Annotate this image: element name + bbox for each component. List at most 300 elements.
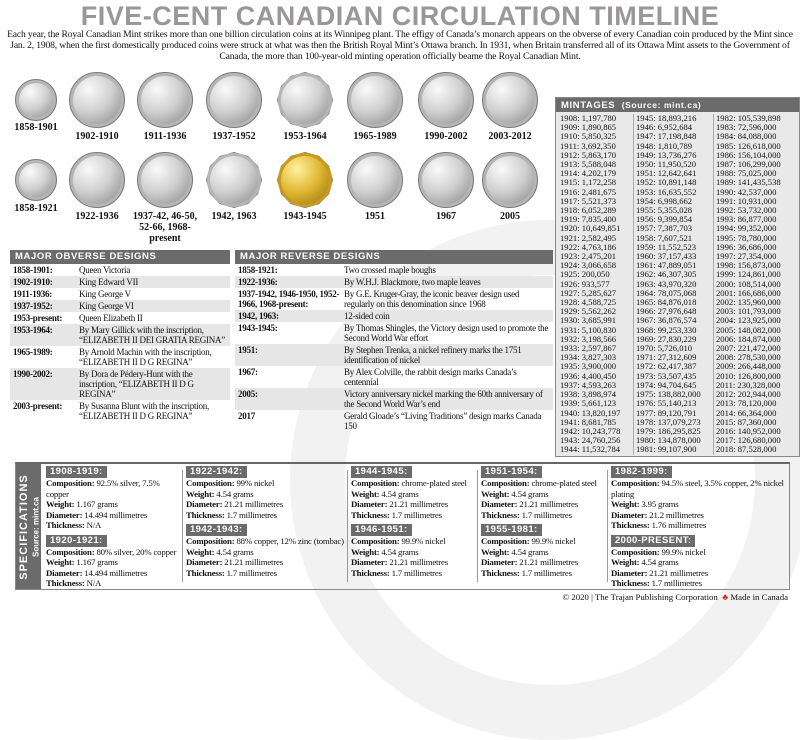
- spec-value: 1.167 grams: [76, 557, 118, 567]
- obverse-designs-table: [10, 250, 230, 422]
- spec-label: Composition:: [186, 478, 235, 488]
- design-row: [235, 310, 553, 322]
- spec-value: 4.54 grams: [381, 546, 419, 557]
- design-description: Queen Elizabeth II: [79, 313, 143, 323]
- spec-value: 14.494 millimetres: [84, 567, 148, 578]
- spec-value: 1.7 millimetres: [391, 567, 442, 578]
- design-description: 12-sided coin: [344, 311, 390, 321]
- design-description: By Arnold Machin with the inscription, “ELIZABETH II D G REGINA”: [79, 347, 212, 367]
- mintage-entry: 1973: 53,507,435: [636, 370, 697, 381]
- design-row: [235, 288, 553, 310]
- coin-image: [15, 159, 57, 201]
- design-period: 1858-1921:: [238, 265, 278, 275]
- spec-period: 1944-1945:: [351, 466, 412, 478]
- spec-composition: [481, 536, 605, 547]
- spec-thickness: [481, 568, 605, 579]
- mintage-entry: 1931: 5,100,830: [560, 324, 617, 335]
- mintage-entry: 1944: 11,532,784: [560, 444, 621, 455]
- mintage-entry: 1948: 1,810,789: [636, 140, 693, 151]
- mintage-entry: 1913: 5,588,048: [560, 159, 617, 170]
- spec-composition: [46, 478, 180, 499]
- design-period: 1965-1989:: [13, 347, 53, 357]
- spec-value: 99% nickel: [236, 478, 275, 488]
- mintage-entry: 1918: 6,052,289: [560, 205, 617, 216]
- mintage-entry: 1954: 6,998,662: [636, 195, 693, 206]
- mintage-entry: 1994: 99,352,000: [716, 223, 777, 234]
- spec-period: 1955-1981:: [481, 524, 542, 536]
- column-divider: [477, 470, 478, 582]
- coin-label: 1911-1936: [143, 131, 187, 142]
- column-divider: [607, 470, 608, 582]
- spec-label: Composition:: [46, 546, 95, 557]
- design-row: [235, 410, 553, 432]
- spec-thickness: [46, 520, 180, 531]
- spec-column: [186, 466, 344, 582]
- spec-label: Composition:: [186, 536, 235, 546]
- column-divider: [347, 470, 348, 582]
- design-description: King Edward VII: [79, 277, 139, 287]
- mintage-entry: 1991: 10,931,000: [716, 195, 777, 206]
- mintage-entry: 1914: 4,202,179: [560, 168, 617, 179]
- spec-diameter: [611, 568, 787, 579]
- mintage-entry: 1984: 84,088,000: [716, 131, 777, 142]
- mintage-entry: 1953: 16,635,552: [636, 186, 697, 197]
- spec-value: 3.95 grams: [641, 499, 679, 509]
- coin-label: 1902-1910: [75, 131, 119, 142]
- coin-label: 1942, 1963: [211, 211, 257, 222]
- spec-column: [351, 466, 475, 582]
- mintage-entry: 2018: 87,528,000: [716, 444, 777, 455]
- mintage-entry: 1915: 1,172,258: [560, 177, 617, 188]
- mintage-entry: 1949: 13,736,276: [636, 149, 697, 160]
- spec-label: Thickness:: [351, 509, 390, 520]
- spec-value: N/A: [86, 520, 102, 530]
- spec-block: [46, 535, 180, 589]
- mintage-entry: 1956: 9,399,854: [636, 214, 693, 225]
- spec-label: Thickness:: [186, 509, 225, 520]
- spec-value: 1.7 millimetres: [226, 567, 277, 578]
- mintage-column: [558, 114, 634, 455]
- mintage-entry: 2009: 266,448,000: [716, 361, 781, 372]
- mintage-entry: 2003: 101,793,000: [716, 306, 781, 317]
- spec-label: Weight:: [46, 499, 75, 509]
- design-description: By Mary Gillick with the inscription, “ELIZABETH II DEI GRATIA REGINA”: [79, 325, 225, 345]
- mintage-entry: 1920: 10,649,851: [560, 223, 621, 234]
- mintage-entry: 1966: 27,976,648: [636, 306, 697, 317]
- mintage-entry: 1980: 134,878,000: [636, 435, 701, 446]
- spec-thickness: [46, 578, 180, 589]
- page-title: FIVE-CENT CANADIAN CIRCULATION TIMELINE: [80, 1, 720, 31]
- spec-value: 4.54 grams: [641, 557, 679, 567]
- mintage-entry: 1942: 10,243,778: [560, 425, 621, 436]
- coin-image: [277, 72, 333, 128]
- spec-composition: [186, 478, 344, 489]
- spec-label: Thickness:: [611, 520, 650, 530]
- mintage-entry: 1919: 7,835,400: [560, 214, 617, 225]
- mintage-entry: 1933: 2,597,867: [560, 343, 617, 354]
- mintage-entry: 1945: 18,893,216: [636, 113, 697, 123]
- design-period: 1911-1936:: [13, 289, 52, 299]
- mintage-entry: 1943: 24,760,256: [560, 435, 621, 446]
- spec-value: 1.7 millimetres: [391, 509, 442, 520]
- spec-label: Composition:: [481, 478, 530, 488]
- mintage-entry: 1917: 5,521,373: [560, 195, 617, 206]
- mintage-entry: 1978: 137,079,273: [636, 416, 701, 427]
- spec-value: 1.7 millimetres: [521, 509, 572, 520]
- spec-period: 1908-1919:: [46, 466, 107, 478]
- spec-value: 21.21 millimetres: [224, 499, 283, 509]
- spec-weight: [46, 499, 180, 510]
- maple-leaf-icon: ♣: [722, 592, 729, 602]
- coin-label: 2003-2012: [488, 131, 532, 142]
- spec-column: [46, 466, 180, 593]
- spec-period: 1946-1951:: [351, 524, 412, 536]
- design-period: 2005:: [238, 389, 258, 399]
- spec-label: Weight:: [351, 488, 380, 499]
- spec-label: Thickness:: [46, 578, 85, 588]
- mintage-entry: 1958: 7,607,521: [636, 232, 693, 243]
- spec-label: Weight:: [481, 488, 510, 499]
- spec-label: Weight:: [46, 557, 75, 567]
- column-divider: [182, 470, 183, 582]
- design-row: [235, 322, 553, 344]
- spec-label: Diameter:: [186, 557, 223, 567]
- mintage-entry: 1957: 7,387,703: [636, 223, 693, 234]
- mintage-entry: 2014: 66,364,000: [716, 407, 777, 418]
- spec-block: [481, 466, 605, 520]
- spec-value: 4.54 grams: [216, 488, 254, 499]
- spec-label: Composition:: [611, 478, 660, 488]
- spec-period: 1951-1954:: [481, 466, 542, 478]
- mintage-entry: 1930: 3,685,991: [560, 315, 617, 326]
- mintage-entry: 1970: 5,726,010: [636, 343, 693, 354]
- mintage-entry: 2013: 78,120,000: [716, 398, 777, 409]
- spec-period: 1982-1999:: [611, 466, 672, 478]
- mintage-entry: 1995: 78,780,000: [716, 232, 777, 243]
- mintage-entry: 2015: 87,360,000: [716, 416, 777, 427]
- mintage-entry: 1967: 36,876,574: [636, 315, 697, 326]
- design-description: By Alex Colville, the rabbit design marks Canada’s centennial: [344, 367, 517, 387]
- spec-weight: [186, 547, 344, 558]
- mintage-entry: 1926: 933,577: [560, 278, 610, 289]
- spec-label: Diameter:: [481, 557, 518, 567]
- design-period: 1951:: [238, 345, 258, 355]
- mintage-entry: 1935: 3,900,000: [560, 361, 617, 372]
- coin-label: 2005: [500, 211, 520, 222]
- spec-diameter: [46, 568, 180, 579]
- spec-value: 99.9% nickel: [661, 546, 706, 557]
- mintage-entry: 2001: 166,686,000: [716, 287, 781, 298]
- spec-label: Diameter:: [481, 499, 518, 509]
- design-row: [235, 264, 553, 276]
- design-description: By Thomas Shingles, the Victory design used to promote the Second World War effort: [344, 323, 549, 343]
- spec-value: chrome-plated steel: [531, 478, 597, 488]
- mintage-entry: 1938: 3,898,974: [560, 389, 617, 400]
- spec-composition: [611, 547, 787, 558]
- design-row: [10, 324, 230, 346]
- mintages-title: MINTAGES: [561, 100, 616, 111]
- mintage-entry: 1951: 12,642,641: [636, 168, 697, 179]
- design-period: 1902-1910:: [13, 277, 53, 287]
- spec-value: 21.21 millimetres: [519, 557, 578, 567]
- mintage-entry: 1924: 3,066,658: [560, 260, 617, 271]
- mintage-entry: 1981: 99,107,900: [636, 444, 697, 455]
- mintage-entry: 1997: 27,354,000: [716, 251, 777, 262]
- mintage-entry: 1961: 47,889,051: [636, 260, 697, 271]
- spec-block: [351, 466, 475, 520]
- mintage-entry: 1979: 186,295,825: [636, 425, 701, 436]
- spec-label: Composition:: [46, 478, 95, 488]
- design-description: King George VI: [79, 301, 134, 311]
- mintage-entry: 1999: 124,861,000: [716, 269, 781, 280]
- design-row: [235, 366, 553, 388]
- spec-label: Diameter:: [351, 499, 388, 509]
- design-description: King George V: [79, 289, 131, 299]
- mintage-entry: 2006: 184,874,000: [716, 333, 781, 344]
- spec-label: Weight:: [186, 546, 215, 557]
- spec-label: Thickness:: [186, 567, 225, 578]
- spec-block: [186, 466, 344, 520]
- spec-composition: [186, 536, 344, 547]
- mintage-entry: 1939: 5,661,123: [560, 398, 617, 409]
- spec-label: Composition:: [611, 546, 660, 557]
- mintage-entry: 2008: 278,530,000: [716, 352, 781, 363]
- coin-label: 1922-1936: [75, 211, 119, 222]
- spec-thickness: [611, 520, 787, 531]
- mintage-entry: 1987: 106,299,000: [716, 159, 781, 170]
- design-description: Victory anniversary nickel marking the 60th anniversary of the Second World War’s end: [344, 389, 543, 409]
- spec-diameter: [46, 510, 180, 521]
- spec-diameter: [481, 557, 605, 568]
- coin-image: [15, 79, 57, 121]
- mintage-entry: 1988: 75,025,000: [716, 168, 777, 179]
- mintage-entry: 1963: 43,970,320: [636, 278, 697, 289]
- spec-value: 14.494 millimetres: [84, 509, 148, 520]
- coin-label: 1937-42, 46-50, 52-66, 1968-present: [132, 211, 198, 244]
- spec-thickness: [186, 568, 344, 579]
- mintage-entry: 1947: 17,198,848: [636, 131, 697, 142]
- mintage-entry: 1909: 1,890,865: [560, 122, 617, 133]
- mintage-entry: 1969: 27,830,229: [636, 333, 697, 344]
- spec-value: 21.21 millimetres: [224, 557, 283, 567]
- spec-period: 2000-PRESENT:: [611, 535, 695, 547]
- spec-weight: [481, 547, 605, 558]
- spec-label: Weight:: [611, 557, 640, 567]
- design-period: 1953-1964:: [13, 325, 53, 335]
- spec-value: chrome-plated steel: [401, 478, 467, 488]
- mintage-entry: 2000: 108,514,000: [716, 278, 781, 289]
- mintage-entry: 1976: 55,140,213: [636, 398, 697, 409]
- coin-image: [347, 72, 403, 128]
- spec-value: 92.5% silver, 7.5% copper: [46, 478, 160, 499]
- mintage-entry: 1916: 2,481,675: [560, 186, 617, 197]
- design-description: By Stephen Trenka, a nickel refinery marks the 1751 identification of nickel: [344, 345, 522, 365]
- mintage-entry: 1923: 2,475,201: [560, 251, 617, 262]
- spec-label: Diameter:: [351, 557, 388, 567]
- design-row: [10, 368, 230, 400]
- coin-image: [482, 152, 538, 208]
- spec-thickness: [351, 510, 475, 521]
- spec-period: 1920-1921:: [46, 535, 107, 547]
- coin-label: 1990-2002: [424, 131, 468, 142]
- coin-image: [206, 152, 262, 208]
- mintage-entry: 1934: 3,827,303: [560, 352, 617, 363]
- spec-label: Thickness:: [351, 567, 390, 578]
- spec-value: 94.5% steel, 3.5% copper, 2% nickel plating: [611, 478, 784, 499]
- spec-thickness: [481, 510, 605, 521]
- design-description: By Dora de Pédery-Hunt with the inscription, “ELIZABETH II D G REGINA”: [79, 369, 194, 399]
- spec-composition: [351, 478, 475, 489]
- coin-label: 1858-1921: [14, 203, 58, 214]
- spec-block: [46, 466, 180, 531]
- mintage-entry: 1908: 1,197,780: [560, 113, 617, 123]
- specifications-panel: [15, 462, 790, 590]
- spec-diameter: [481, 499, 605, 510]
- mintage-entry: 1911: 3,692,350: [560, 140, 616, 151]
- mintage-entry: 1937: 4,593,263: [560, 379, 617, 390]
- mintage-entry: 1927: 5,285,627: [560, 287, 617, 298]
- mintage-entry: 1968: 99,253,330: [636, 324, 697, 335]
- mintage-entry: 1972: 62,417,387: [636, 361, 697, 372]
- spec-thickness: [611, 578, 787, 589]
- mintage-entry: 1964: 78,075,068: [636, 287, 697, 298]
- spec-value: 4.54 grams: [511, 488, 549, 499]
- specifications-label: [16, 464, 41, 589]
- mintage-entry: 2017: 126,680,000: [716, 435, 781, 446]
- design-period: 1990-2002:: [13, 369, 53, 379]
- coin-label: 1951: [365, 211, 385, 222]
- coin-image: [482, 72, 538, 128]
- mintage-entry: 2010: 126,800,000: [716, 370, 781, 381]
- mintage-entry: 1992: 53,732,000: [716, 205, 777, 216]
- mintage-entry: 1977: 89,120,791: [636, 407, 697, 418]
- design-period: 2017: [238, 411, 255, 421]
- spec-label: Thickness:: [611, 578, 650, 588]
- mintage-entry: 2016: 140,952,000: [716, 425, 781, 436]
- spec-label: Composition:: [351, 478, 400, 488]
- spec-label: Diameter:: [46, 509, 83, 520]
- design-period: 1953-present:: [13, 313, 63, 323]
- design-row: [10, 346, 230, 368]
- spec-label: Diameter:: [46, 567, 83, 578]
- mintage-entry: 1998: 156,873,000: [716, 260, 781, 271]
- spec-period: 1942-1943:: [186, 524, 247, 536]
- design-row: [10, 288, 230, 300]
- spec-thickness: [351, 568, 475, 579]
- spec-value: 1.76 millimetres: [651, 520, 707, 530]
- coin-image: [69, 72, 125, 128]
- spec-label: Weight:: [611, 499, 640, 509]
- mintage-entry: 1996: 36,686,000: [716, 241, 777, 252]
- spec-composition: [351, 536, 475, 547]
- spec-value: 88% copper, 12% zinc (tombac): [236, 536, 344, 546]
- spec-value: 99.9% nickel: [401, 536, 446, 546]
- spec-value: 4.54 grams: [381, 488, 419, 499]
- spec-weight: [186, 489, 344, 500]
- spec-weight: [611, 557, 787, 568]
- design-period: 1943-1945:: [238, 323, 278, 333]
- mintage-entry: 2002: 135,960,000: [716, 297, 781, 308]
- mintage-entry: 1928: 4,588,725: [560, 297, 617, 308]
- mintage-entry: 1962: 46,307,305: [636, 269, 697, 280]
- design-row: [10, 276, 230, 288]
- design-row: [235, 344, 553, 366]
- mintage-column: [634, 114, 714, 455]
- spec-block: [186, 524, 344, 578]
- coin-image: [418, 152, 474, 208]
- mintages-heading: [556, 98, 799, 112]
- spec-diameter: [351, 499, 475, 510]
- coin-label: 1943-1945: [283, 211, 327, 222]
- design-row: [10, 400, 230, 422]
- reverse-heading: [235, 250, 553, 264]
- coin-image: [418, 72, 474, 128]
- spec-composition: [46, 547, 180, 558]
- coin-image: [206, 72, 262, 128]
- mintage-entry: 1952: 10,891,148: [636, 177, 697, 188]
- coin-label: 1967: [436, 211, 456, 222]
- mintage-entry: 1959: 11,552,523: [636, 241, 697, 252]
- spec-value: N/A: [86, 578, 102, 588]
- design-period: 1967:: [238, 367, 258, 377]
- spec-composition: [611, 478, 787, 499]
- spec-label: Weight:: [481, 546, 510, 557]
- spec-weight: [611, 499, 787, 510]
- design-row: [10, 264, 230, 276]
- spec-label: Diameter:: [611, 567, 648, 578]
- mintage-entry: 1946: 6,952,684: [636, 122, 693, 133]
- mintage-entry: 1993: 86,877,000: [716, 214, 777, 225]
- specifications-title: SPECIFICATIONS: [17, 473, 30, 580]
- spec-label: Diameter:: [611, 509, 648, 520]
- specifications-source: Source: mint.ca: [31, 496, 40, 557]
- spec-weight: [46, 557, 180, 568]
- reverse-heading-text: MAJOR REVERSE DESIGNS: [240, 251, 381, 262]
- spec-diameter: [351, 557, 475, 568]
- spec-value: 1.7 millimetres: [226, 509, 277, 520]
- made-in-canada: Made in Canada: [730, 592, 788, 602]
- coin-label: 1858-1901: [14, 122, 58, 133]
- mintage-entry: 1929: 5,562,262: [560, 306, 617, 317]
- design-row: [10, 312, 230, 324]
- mintage-entry: 1922: 4,763,186: [560, 241, 617, 252]
- spec-value: 4.54 grams: [216, 546, 254, 557]
- mintage-entry: 1932: 3,198,566: [560, 333, 617, 344]
- spec-block: [611, 466, 787, 531]
- coin-image: [137, 152, 193, 208]
- design-period: 1942, 1963:: [238, 311, 279, 321]
- mintages-source: (Source: mint.ca): [621, 100, 702, 110]
- design-row: [235, 388, 553, 410]
- spec-value: 21.21 millimetres: [519, 499, 578, 509]
- mintage-entry: 1982: 105,539,898: [716, 113, 781, 123]
- mintage-entry: 1985: 126,618,000: [716, 140, 781, 151]
- design-description: Two crossed maple boughs: [344, 265, 436, 275]
- spec-value: 21.21 millimetres: [649, 567, 708, 578]
- coin-label: 1937-1952: [212, 131, 256, 142]
- spec-label: Diameter:: [186, 499, 223, 509]
- spec-label: Composition:: [351, 536, 400, 546]
- mintage-entry: 1955: 5,355,028: [636, 205, 693, 216]
- spec-value: 21.21 millimetres: [389, 557, 448, 567]
- spec-block: [351, 524, 475, 578]
- mintage-entry: 2012: 202,944,000: [716, 389, 781, 400]
- mintage-entry: 1941: 8,681,785: [560, 416, 617, 427]
- spec-value: 1.7 millimetres: [521, 567, 572, 578]
- spec-label: Weight:: [351, 546, 380, 557]
- mintage-entry: 1965: 84,876,018: [636, 297, 697, 308]
- spec-composition: [481, 478, 605, 489]
